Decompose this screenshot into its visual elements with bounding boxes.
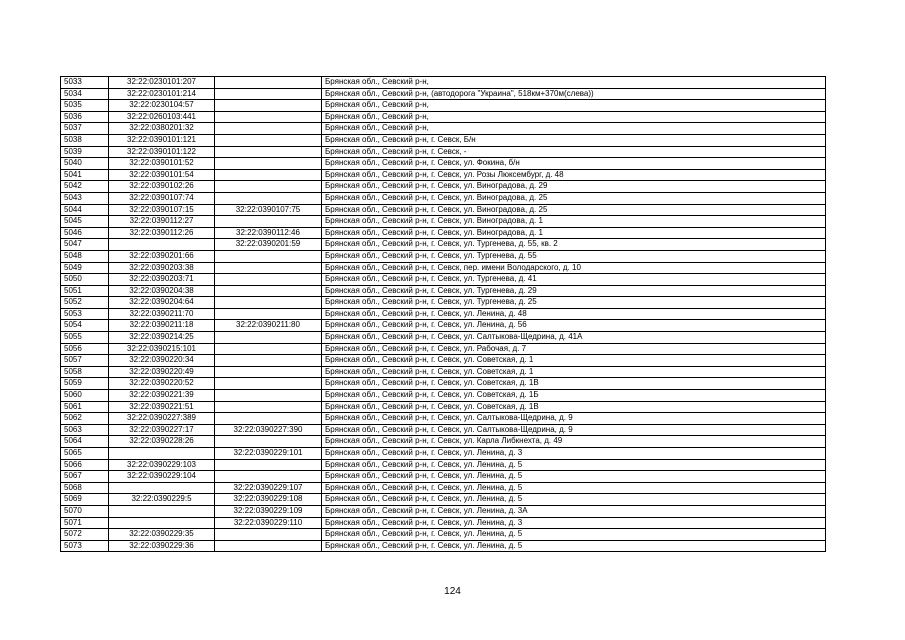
related-cadastral-number-cell bbox=[215, 146, 322, 158]
address-cell: Брянская обл., Севский р-н, г. Севск, ул. Ленина, д. 5 bbox=[322, 471, 826, 483]
related-cadastral-number-cell bbox=[215, 158, 322, 170]
related-cadastral-number-cell: 32:22:0390229:109 bbox=[215, 505, 322, 517]
record-number-cell: 5049 bbox=[61, 262, 109, 274]
related-cadastral-number-cell: 32:22:0390229:110 bbox=[215, 517, 322, 529]
related-cadastral-number-cell bbox=[215, 390, 322, 402]
cadastral-number-cell: 32:22:0390112:26 bbox=[109, 227, 215, 239]
cadastral-number-cell: 32:22:0390107:74 bbox=[109, 192, 215, 204]
record-number-cell: 5061 bbox=[61, 401, 109, 413]
record-number-cell: 5043 bbox=[61, 192, 109, 204]
address-cell: Брянская обл., Севский р-н, г. Севск, ул. Фокина, б/н bbox=[322, 158, 826, 170]
record-number-cell: 5039 bbox=[61, 146, 109, 158]
address-cell: Брянская обл., Севский р-н, г. Севск, ул. Ленина, д. 3 bbox=[322, 448, 826, 460]
record-number-cell: 5066 bbox=[61, 459, 109, 471]
address-cell: Брянская обл., Севский р-н, г. Севск, ул. Тургенева, д. 41 bbox=[322, 274, 826, 286]
address-cell: Брянская обл., Севский р-н, г. Севск, ул. Виноградова, д. 29 bbox=[322, 181, 826, 193]
record-number-cell: 5048 bbox=[61, 250, 109, 262]
address-cell: Брянская обл., Севский р-н, г. Севск, ул. Тургенева, д. 29 bbox=[322, 285, 826, 297]
address-cell: Брянская обл., Севский р-н, г. Севск, ул. Ленина, д. 5 bbox=[322, 529, 826, 541]
cadastral-number-cell: 32:22:0390101:121 bbox=[109, 134, 215, 146]
related-cadastral-number-cell bbox=[215, 216, 322, 228]
address-cell: Брянская обл., Севский р-н, bbox=[322, 123, 826, 135]
related-cadastral-number-cell bbox=[215, 401, 322, 413]
table-row bbox=[61, 146, 826, 158]
cadastral-number-cell: 32:22:0390220:52 bbox=[109, 378, 215, 390]
related-cadastral-number-cell bbox=[215, 459, 322, 471]
table-row bbox=[61, 262, 826, 274]
cadastral-number-cell: 32:22:0390229:36 bbox=[109, 540, 215, 552]
cadastral-number-cell: 32:22:0390101:52 bbox=[109, 158, 215, 170]
table-row bbox=[61, 169, 826, 181]
record-number-cell: 5036 bbox=[61, 111, 109, 123]
record-number-cell: 5042 bbox=[61, 181, 109, 193]
table-row bbox=[61, 158, 826, 170]
record-number-cell: 5067 bbox=[61, 471, 109, 483]
table-row bbox=[61, 192, 826, 204]
address-cell: Брянская обл., Севский р-н, (автодорога "Украина", 518км+370м(слева)) bbox=[322, 88, 826, 100]
related-cadastral-number-cell: 32:22:0390229:108 bbox=[215, 494, 322, 506]
record-number-cell: 5040 bbox=[61, 158, 109, 170]
cadastral-number-cell: 32:22:0390221:39 bbox=[109, 390, 215, 402]
address-cell: Брянская обл., Севский р-н, г. Севск, ул. Советская, д. 1В bbox=[322, 378, 826, 390]
related-cadastral-number-cell: 32:22:0390201:59 bbox=[215, 239, 322, 251]
record-number-cell: 5047 bbox=[61, 239, 109, 251]
table-row bbox=[61, 100, 826, 112]
table-row bbox=[61, 274, 826, 286]
address-cell: Брянская обл., Севский р-н, г. Севск, ул. Карла Либкнехта, д. 49 bbox=[322, 436, 826, 448]
address-cell: Брянская обл., Севский р-н, bbox=[322, 111, 826, 123]
record-number-cell: 5046 bbox=[61, 227, 109, 239]
address-cell: Брянская обл., Севский р-н, г. Севск, ул. Ленина, д. 48 bbox=[322, 308, 826, 320]
related-cadastral-number-cell bbox=[215, 192, 322, 204]
address-cell: Брянская обл., Севский р-н, г. Севск, ул. Ленина, д. 56 bbox=[322, 320, 826, 332]
table-row bbox=[61, 216, 826, 228]
address-cell: Брянская обл., Севский р-н, г. Севск, ул. Тургенева, д. 55, кв. 2 bbox=[322, 239, 826, 251]
cadastral-number-cell: 32:22:0380201:32 bbox=[109, 123, 215, 135]
address-cell: Брянская обл., Севский р-н, г. Севск, ул. Советская, д. 1 bbox=[322, 355, 826, 367]
record-number-cell: 5053 bbox=[61, 308, 109, 320]
record-number-cell: 5038 bbox=[61, 134, 109, 146]
record-number-cell: 5072 bbox=[61, 529, 109, 541]
cadastral-number-cell: 32:22:0230101:207 bbox=[109, 77, 215, 89]
cadastral-number-cell bbox=[109, 239, 215, 251]
address-cell: Брянская обл., Севский р-н, г. Севск, Б/н bbox=[322, 134, 826, 146]
related-cadastral-number-cell bbox=[215, 111, 322, 123]
address-cell: Брянская обл., Севский р-н, г. Севск, ул. Виноградова, д. 25 bbox=[322, 192, 826, 204]
address-cell: Брянская обл., Севский р-н, г. Севск, ул. Ленина, д. 5 bbox=[322, 459, 826, 471]
cadastral-number-cell: 32:22:0390229:5 bbox=[109, 494, 215, 506]
record-number-cell: 5065 bbox=[61, 448, 109, 460]
record-number-cell: 5054 bbox=[61, 320, 109, 332]
cadastral-number-cell: 32:22:0390228:26 bbox=[109, 436, 215, 448]
related-cadastral-number-cell bbox=[215, 123, 322, 135]
table-row bbox=[61, 355, 826, 367]
address-cell: Брянская обл., Севский р-н, г. Севск, ул. Виноградова, д. 1 bbox=[322, 227, 826, 239]
related-cadastral-number-cell bbox=[215, 88, 322, 100]
record-number-cell: 5064 bbox=[61, 436, 109, 448]
related-cadastral-number-cell: 32:22:0390229:101 bbox=[215, 448, 322, 460]
related-cadastral-number-cell bbox=[215, 366, 322, 378]
related-cadastral-number-cell: 32:22:0390112:46 bbox=[215, 227, 322, 239]
related-cadastral-number-cell bbox=[215, 343, 322, 355]
related-cadastral-number-cell bbox=[215, 250, 322, 262]
cadastral-number-cell: 32:22:0390204:64 bbox=[109, 297, 215, 309]
cadastral-number-cell: 32:22:0390229:104 bbox=[109, 471, 215, 483]
table-row bbox=[61, 134, 826, 146]
record-number-cell: 5070 bbox=[61, 505, 109, 517]
table-row bbox=[61, 424, 826, 436]
table-row bbox=[61, 482, 826, 494]
record-number-cell: 5069 bbox=[61, 494, 109, 506]
cadastral-number-cell: 32:22:0390214:25 bbox=[109, 332, 215, 344]
table-row bbox=[61, 111, 826, 123]
table-row bbox=[61, 308, 826, 320]
address-cell: Брянская обл., Севский р-н, г. Севск, ул. Тургенева, д. 55 bbox=[322, 250, 826, 262]
address-cell: Брянская обл., Севский р-н, г. Севск, ул. Ленина, д. 5 bbox=[322, 540, 826, 552]
cadastral-number-cell bbox=[109, 448, 215, 460]
address-cell: Брянская обл., Севский р-н, г. Севск, ул. Советская, д. 1Б bbox=[322, 390, 826, 402]
table-row bbox=[61, 239, 826, 251]
cadastral-number-cell: 32:22:0390211:70 bbox=[109, 308, 215, 320]
page-number: 124 bbox=[444, 586, 461, 597]
address-cell: Брянская обл., Севский р-н, г. Севск, ул. Салтыкова-Щедрина, д. 41А bbox=[322, 332, 826, 344]
related-cadastral-number-cell bbox=[215, 355, 322, 367]
address-cell: Брянская обл., Севский р-н, г. Севск, пер. имени Володарского, д. 10 bbox=[322, 262, 826, 274]
cadastral-number-cell: 32:22:0390101:122 bbox=[109, 146, 215, 158]
address-cell: Брянская обл., Севский р-н, г. Севск, ул. Тургенева, д. 25 bbox=[322, 297, 826, 309]
record-number-cell: 5052 bbox=[61, 297, 109, 309]
related-cadastral-number-cell bbox=[215, 471, 322, 483]
address-cell: Брянская обл., Севский р-н, г. Севск, ул. Советская, д. 1В bbox=[322, 401, 826, 413]
cadastral-number-cell: 32:22:0230101:214 bbox=[109, 88, 215, 100]
address-cell: Брянская обл., Севский р-н, г. Севск, ул. Ленина, д. 3 bbox=[322, 517, 826, 529]
related-cadastral-number-cell: 32:22:0390107:75 bbox=[215, 204, 322, 216]
related-cadastral-number-cell bbox=[215, 274, 322, 286]
record-number-cell: 5050 bbox=[61, 274, 109, 286]
cadastral-number-cell: 32:22:0230104:57 bbox=[109, 100, 215, 112]
record-number-cell: 5068 bbox=[61, 482, 109, 494]
related-cadastral-number-cell bbox=[215, 100, 322, 112]
table-row bbox=[61, 459, 826, 471]
address-cell: Брянская обл., Севский р-н, г. Севск, ул. Рабочая, д. 7 bbox=[322, 343, 826, 355]
address-cell: Брянская обл., Севский р-н, bbox=[322, 77, 826, 89]
cadastral-number-cell: 32:22:0390107:15 bbox=[109, 204, 215, 216]
related-cadastral-number-cell bbox=[215, 134, 322, 146]
record-number-cell: 5045 bbox=[61, 216, 109, 228]
record-number-cell: 5062 bbox=[61, 413, 109, 425]
table-row bbox=[61, 471, 826, 483]
address-cell: Брянская обл., Севский р-н, bbox=[322, 100, 826, 112]
address-cell: Брянская обл., Севский р-н, г. Севск, ул. Ленина, д. 5 bbox=[322, 494, 826, 506]
table-row bbox=[61, 505, 826, 517]
cadastral-number-cell: 32:22:0260103:441 bbox=[109, 111, 215, 123]
address-cell: Брянская обл., Севский р-н, г. Севск, ул. Виноградова, д. 25 bbox=[322, 204, 826, 216]
cadastral-number-cell: 32:22:0390227:389 bbox=[109, 413, 215, 425]
record-number-cell: 5033 bbox=[61, 77, 109, 89]
cadastral-number-cell: 32:22:0390102:26 bbox=[109, 181, 215, 193]
record-number-cell: 5058 bbox=[61, 366, 109, 378]
related-cadastral-number-cell: 32:22:0390211:80 bbox=[215, 320, 322, 332]
address-cell: Брянская обл., Севский р-н, г. Севск, ул. Розы Люксембург, д. 48 bbox=[322, 169, 826, 181]
record-number-cell: 5057 bbox=[61, 355, 109, 367]
related-cadastral-number-cell bbox=[215, 529, 322, 541]
table-row bbox=[61, 181, 826, 193]
registry-table-body bbox=[61, 77, 826, 552]
related-cadastral-number-cell bbox=[215, 169, 322, 181]
address-cell: Брянская обл., Севский р-н, г. Севск, ул. Салтыкова-Щедрина, д. 9 bbox=[322, 413, 826, 425]
cadastral-number-cell: 32:22:0390229:103 bbox=[109, 459, 215, 471]
cadastral-number-cell: 32:22:0390101:54 bbox=[109, 169, 215, 181]
table-row bbox=[61, 297, 826, 309]
record-number-cell: 5073 bbox=[61, 540, 109, 552]
cadastral-number-cell: 32:22:0390229:35 bbox=[109, 529, 215, 541]
record-number-cell: 5051 bbox=[61, 285, 109, 297]
related-cadastral-number-cell: 32:22:0390229:107 bbox=[215, 482, 322, 494]
cadastral-number-cell: 32:22:0390203:71 bbox=[109, 274, 215, 286]
address-cell: Брянская обл., Севский р-н, г. Севск, ул. Салтыкова-Щедрина, д. 9 bbox=[322, 424, 826, 436]
record-number-cell: 5034 bbox=[61, 88, 109, 100]
table-row bbox=[61, 494, 826, 506]
address-cell: Брянская обл., Севский р-н, г. Севск, ул. Советская, д. 1 bbox=[322, 366, 826, 378]
related-cadastral-number-cell bbox=[215, 262, 322, 274]
table-row bbox=[61, 320, 826, 332]
related-cadastral-number-cell bbox=[215, 332, 322, 344]
address-cell: Брянская обл., Севский р-н, г. Севск, ул. Ленина, д. 5 bbox=[322, 482, 826, 494]
record-number-cell: 5060 bbox=[61, 390, 109, 402]
record-number-cell: 5059 bbox=[61, 378, 109, 390]
related-cadastral-number-cell bbox=[215, 77, 322, 89]
related-cadastral-number-cell bbox=[215, 308, 322, 320]
table-row bbox=[61, 88, 826, 100]
table-row bbox=[61, 517, 826, 529]
table-row bbox=[61, 77, 826, 89]
related-cadastral-number-cell bbox=[215, 297, 322, 309]
table-row bbox=[61, 366, 826, 378]
cadastral-number-cell: 32:22:0390215:101 bbox=[109, 343, 215, 355]
table-row bbox=[61, 436, 826, 448]
table-row bbox=[61, 448, 826, 460]
record-number-cell: 5035 bbox=[61, 100, 109, 112]
cadastral-number-cell: 32:22:0390227:17 bbox=[109, 424, 215, 436]
cadastral-number-cell: 32:22:0390211:18 bbox=[109, 320, 215, 332]
table-row bbox=[61, 343, 826, 355]
record-number-cell: 5037 bbox=[61, 123, 109, 135]
related-cadastral-number-cell bbox=[215, 285, 322, 297]
cadastral-number-cell: 32:22:0390203:38 bbox=[109, 262, 215, 274]
cadastral-number-cell: 32:22:0390221:51 bbox=[109, 401, 215, 413]
address-cell: Брянская обл., Севский р-н, г. Севск, ул. Виноградова, д. 1 bbox=[322, 216, 826, 228]
table-row bbox=[61, 204, 826, 216]
related-cadastral-number-cell bbox=[215, 181, 322, 193]
record-number-cell: 5063 bbox=[61, 424, 109, 436]
cadastral-number-cell: 32:22:0390220:49 bbox=[109, 366, 215, 378]
related-cadastral-number-cell bbox=[215, 413, 322, 425]
related-cadastral-number-cell bbox=[215, 436, 322, 448]
address-cell: Брянская обл., Севский р-н, г. Севск, ул. Ленина, д. 3А bbox=[322, 505, 826, 517]
table-row bbox=[61, 529, 826, 541]
table-row bbox=[61, 123, 826, 135]
cadastral-number-cell: 32:22:0390201:66 bbox=[109, 250, 215, 262]
cadastral-number-cell bbox=[109, 517, 215, 529]
table-row bbox=[61, 540, 826, 552]
cadastral-number-cell bbox=[109, 505, 215, 517]
table-row bbox=[61, 378, 826, 390]
related-cadastral-number-cell bbox=[215, 540, 322, 552]
table-row bbox=[61, 401, 826, 413]
cadastral-number-cell: 32:22:0390112:27 bbox=[109, 216, 215, 228]
table-row bbox=[61, 413, 826, 425]
record-number-cell: 5056 bbox=[61, 343, 109, 355]
related-cadastral-number-cell bbox=[215, 378, 322, 390]
cadastral-number-cell bbox=[109, 482, 215, 494]
record-number-cell: 5041 bbox=[61, 169, 109, 181]
cadastral-number-cell: 32:22:0390204:38 bbox=[109, 285, 215, 297]
related-cadastral-number-cell: 32:22:0390227:390 bbox=[215, 424, 322, 436]
cadastral-number-cell: 32:22:0390220:34 bbox=[109, 355, 215, 367]
record-number-cell: 5055 bbox=[61, 332, 109, 344]
record-number-cell: 5044 bbox=[61, 204, 109, 216]
table-row bbox=[61, 332, 826, 344]
registry-table bbox=[60, 76, 826, 552]
table-row bbox=[61, 227, 826, 239]
record-number-cell: 5071 bbox=[61, 517, 109, 529]
table-row bbox=[61, 285, 826, 297]
table-row bbox=[61, 250, 826, 262]
address-cell: Брянская обл., Севский р-н, г. Севск, - bbox=[322, 146, 826, 158]
table-row bbox=[61, 390, 826, 402]
